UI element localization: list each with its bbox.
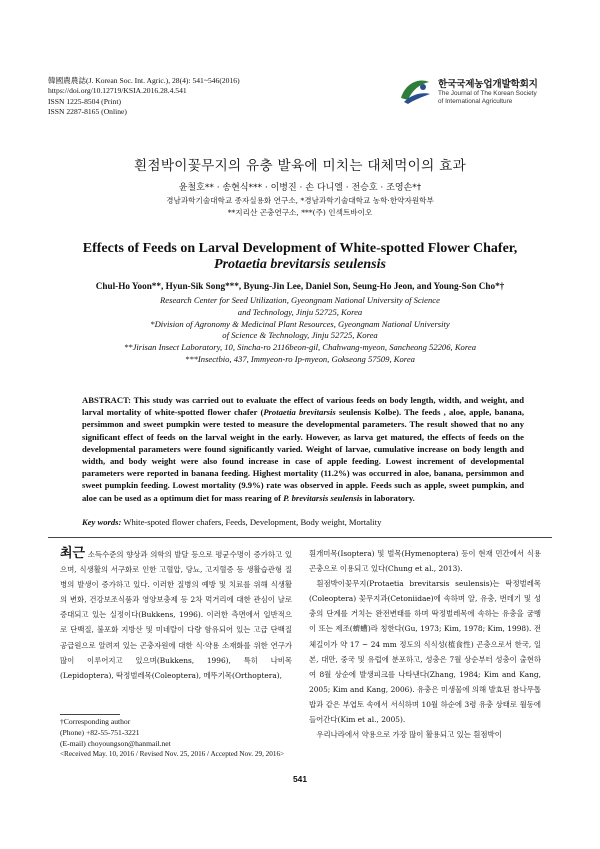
abstract — [82, 394, 524, 504]
logo-name-english-line2: of International Agriculture — [438, 97, 513, 105]
abstract-text: This study was carried out to evaluate the effect of various feeds on body length, width, and weight, and larval mortality of white-spotted flower chafer ( — [82, 395, 524, 418]
affiliations-english — [40, 295, 560, 366]
paper-title-korean: 흰점박이꽃무지의 유충 발육에 미치는 대체먹이의 효과 — [133, 158, 467, 174]
authors-korean: 윤철호** · 송현식*** · 이병진 · 손 다니엘 · 전승호 · 조영손*† — [178, 183, 422, 193]
affiliation-english-line: Research Center for Seed Utilization, Gyeongnam National University of Science — [160, 295, 440, 305]
body-column-right — [309, 546, 541, 742]
footnote-email: (E-mail) choyoungson@hanmail.net — [60, 739, 171, 748]
keywords-text: White-spoted flower chafers, Feeds, Development, Body weight, Mortality — [121, 517, 382, 527]
abstract-species-name: Protaetia brevitarsis — [263, 407, 336, 418]
issn-online: ISSN 2287-8165 (Online) — [48, 107, 127, 117]
logo-name-english — [438, 90, 537, 105]
affiliation-english-line: *Division of Agronomy & Medicinal Plant Resources, Gyeongnam National University — [150, 318, 450, 329]
body-left-text: 소득수준의 향상과 의학의 발달 등으로 평균수명이 증가하고 있으며, 식생활의 서구화로 인한 고혈압, 당뇨, 고지혈증 등 생활습관형 질병의 발생이 증가하고 있다. 이러한 질병의 예방 및 치료를 위해 식생활의 변화, 건강보조식품과 영양보충제 등 2차 먹거리에 대한 관심이 날로 증대되고 있는 실정이다(Bukkens, 1996). 이러한 측면에서 일반적으로 단백질, 불포화 지방산 및 미네랄이 다량 함유되어 있는 고급 단백질 공급원으로 알려져 있는 곤충자원에 대한 식·약용 소재화를 위한 연구가 많이 이루어지고 있으며(Bukkens, 1996), 특히 나비목(Lepidoptera), 딱정벌레목(Coleoptera), 메뚜기목(Orthoptera), — [60, 550, 292, 680]
abstract-species-name: P. brevitarsis seulensis — [283, 492, 363, 503]
body-right-paragraph: 흰점박이꽃무지(Protaetia brevitarsis seulensis)는 딱정벌레목(Coleoptera) 꽃무지과(Cetoniidae)에 속하며 알, 유충, 번데기 및 성충의 단계를 거치는 완전변태를 하며 딱정벌레목에 속하는 유충을 굼벵이 또는 제조(蠐螬)라 칭한다(Gu, 1973; Kim, 1978; Kim, 1998). 전체길이가 약 17 ~ 24 mm 정도의 식식성(植食性) 곤충으로서 한국, 일본, 대만, 중국 및 유럽에 분포하고, 성충은 7월 상순부터 성충이 출현하여 8월 상순에 발생피크를 나타낸다(Zhang, 1984; Kim and Kang, 2005; Kim and Kang, 2006). 유충은 미생물에 의해 발효된 참나무톱밥과 같은 부엽토 속에서 서식하며 10월 하순에 3령 유충 상태로 월동에 들어간다(Kim et al., 2005). — [309, 579, 541, 725]
affiliation-english-line: **Jirisan Insect Laboratory, 10, Sincha-ro 2116beon-gil, Chahwang-myeon, Sancheong 52206, Korea — [124, 342, 476, 353]
authors-english: Chul-Ho Yoon**, Hyun-Sik Song***, Byung-Jin Lee, Daniel Son, Seung-Ho Jeon, and Young-Son Cho*† — [95, 281, 505, 291]
page-number: 541 — [293, 774, 307, 784]
affiliation-korean-2: **지리산 곤충연구소, ***(주) 인섹트바이오 — [227, 207, 373, 217]
doi-link[interactable]: https://doi.org/10.12719/KSIA.2016.28.4.541 — [48, 86, 187, 96]
footnote-divider — [60, 714, 120, 715]
footnote-phone: (Phone) +82-55-751-3221 — [60, 728, 140, 737]
keywords — [82, 516, 524, 528]
body-column-left — [60, 546, 292, 683]
affiliation-korean-1: 경남과학기술대학교 종자실용화 연구소, *경남과학기술대학교 농학·한약자원학부 — [166, 196, 434, 205]
section-divider — [48, 537, 552, 538]
logo-name-english-line1: The Journal of The Korean Society — [438, 90, 537, 97]
body-right-paragraph: 우리나라에서 약용으로 가장 많이 활용되고 있는 흰점박이 — [316, 730, 502, 740]
footnote — [60, 716, 300, 760]
paper-title-english — [0, 241, 600, 273]
footnote-dates: <Received May. 10, 2016 / Revised Nov. 25, 2016 / Accepted Nov. 29, 2016> — [60, 750, 285, 758]
journal-citation: 韓國農農誌(J. Korean Soc. Int. Agric.), 28(4): 541~546(2016) — [48, 76, 240, 85]
society-emblem-icon — [398, 76, 432, 106]
affiliation-english-line: and Technology, Jinju 52725, Korea — [237, 306, 363, 317]
logo-name-korean: 한국국제농업개발학회지 — [438, 79, 538, 90]
footnote-corresponding: †Corresponding author — [60, 717, 131, 726]
affiliation-english-line: ***Insectbio, 437, Immyeon-ro Ip-myeon, Gokseong 57509, Korea — [185, 353, 415, 364]
issn-print: ISSN 1225-8504 (Print) — [48, 96, 121, 106]
abstract-text: seulensis Kolbe). The feeds , aloe, apple, banana, persimmon and sweet pumpkin were tested to measure the developmental parameters. The result showed that no any significant effect of feeds on the larval weight in the early. However, as larva get matured, the effects of feeds on the developmental parameters were found significantly varied. Weight of larvae, cumulative increase on body length and width, and body weight were also found increase in case of apple feeding. Lowest increment of developmental parameters were reported in banana feeding. Highest mortality (11.2%) was occurred in aloe, banana, persimmon and sweet pumpkin feeding. Lowest mortality (9.9%) rate was observed in apple. Feeds such as apple, sweet pumpkin, and aloe can be used as a optimum diet for mass rearing of — [82, 407, 524, 503]
society-logo — [398, 74, 558, 114]
abstract-text: in laboratory. — [362, 492, 415, 503]
affiliation-english-line: of Science & Technology, Jinju 52725, Korea — [222, 330, 378, 341]
body-dropcap: 최근 — [60, 546, 86, 561]
keywords-label: Key words: — [82, 517, 122, 527]
paper-title-english-line1: Effects of Feeds on Larval Development of White-spotted Flower Chafer, — [82, 241, 518, 256]
paper-title-english-species: Protaetia brevitarsis seulensis — [214, 257, 386, 272]
body-right-paragraph: 흰개미목(Isoptera) 및 벌목(Hymenoptera) 등이 현재 민간에서 식용곤충으로 이용되고 있다(Chung et al., 2013). — [309, 549, 541, 574]
abstract-label: ABSTRACT: — [82, 395, 132, 405]
